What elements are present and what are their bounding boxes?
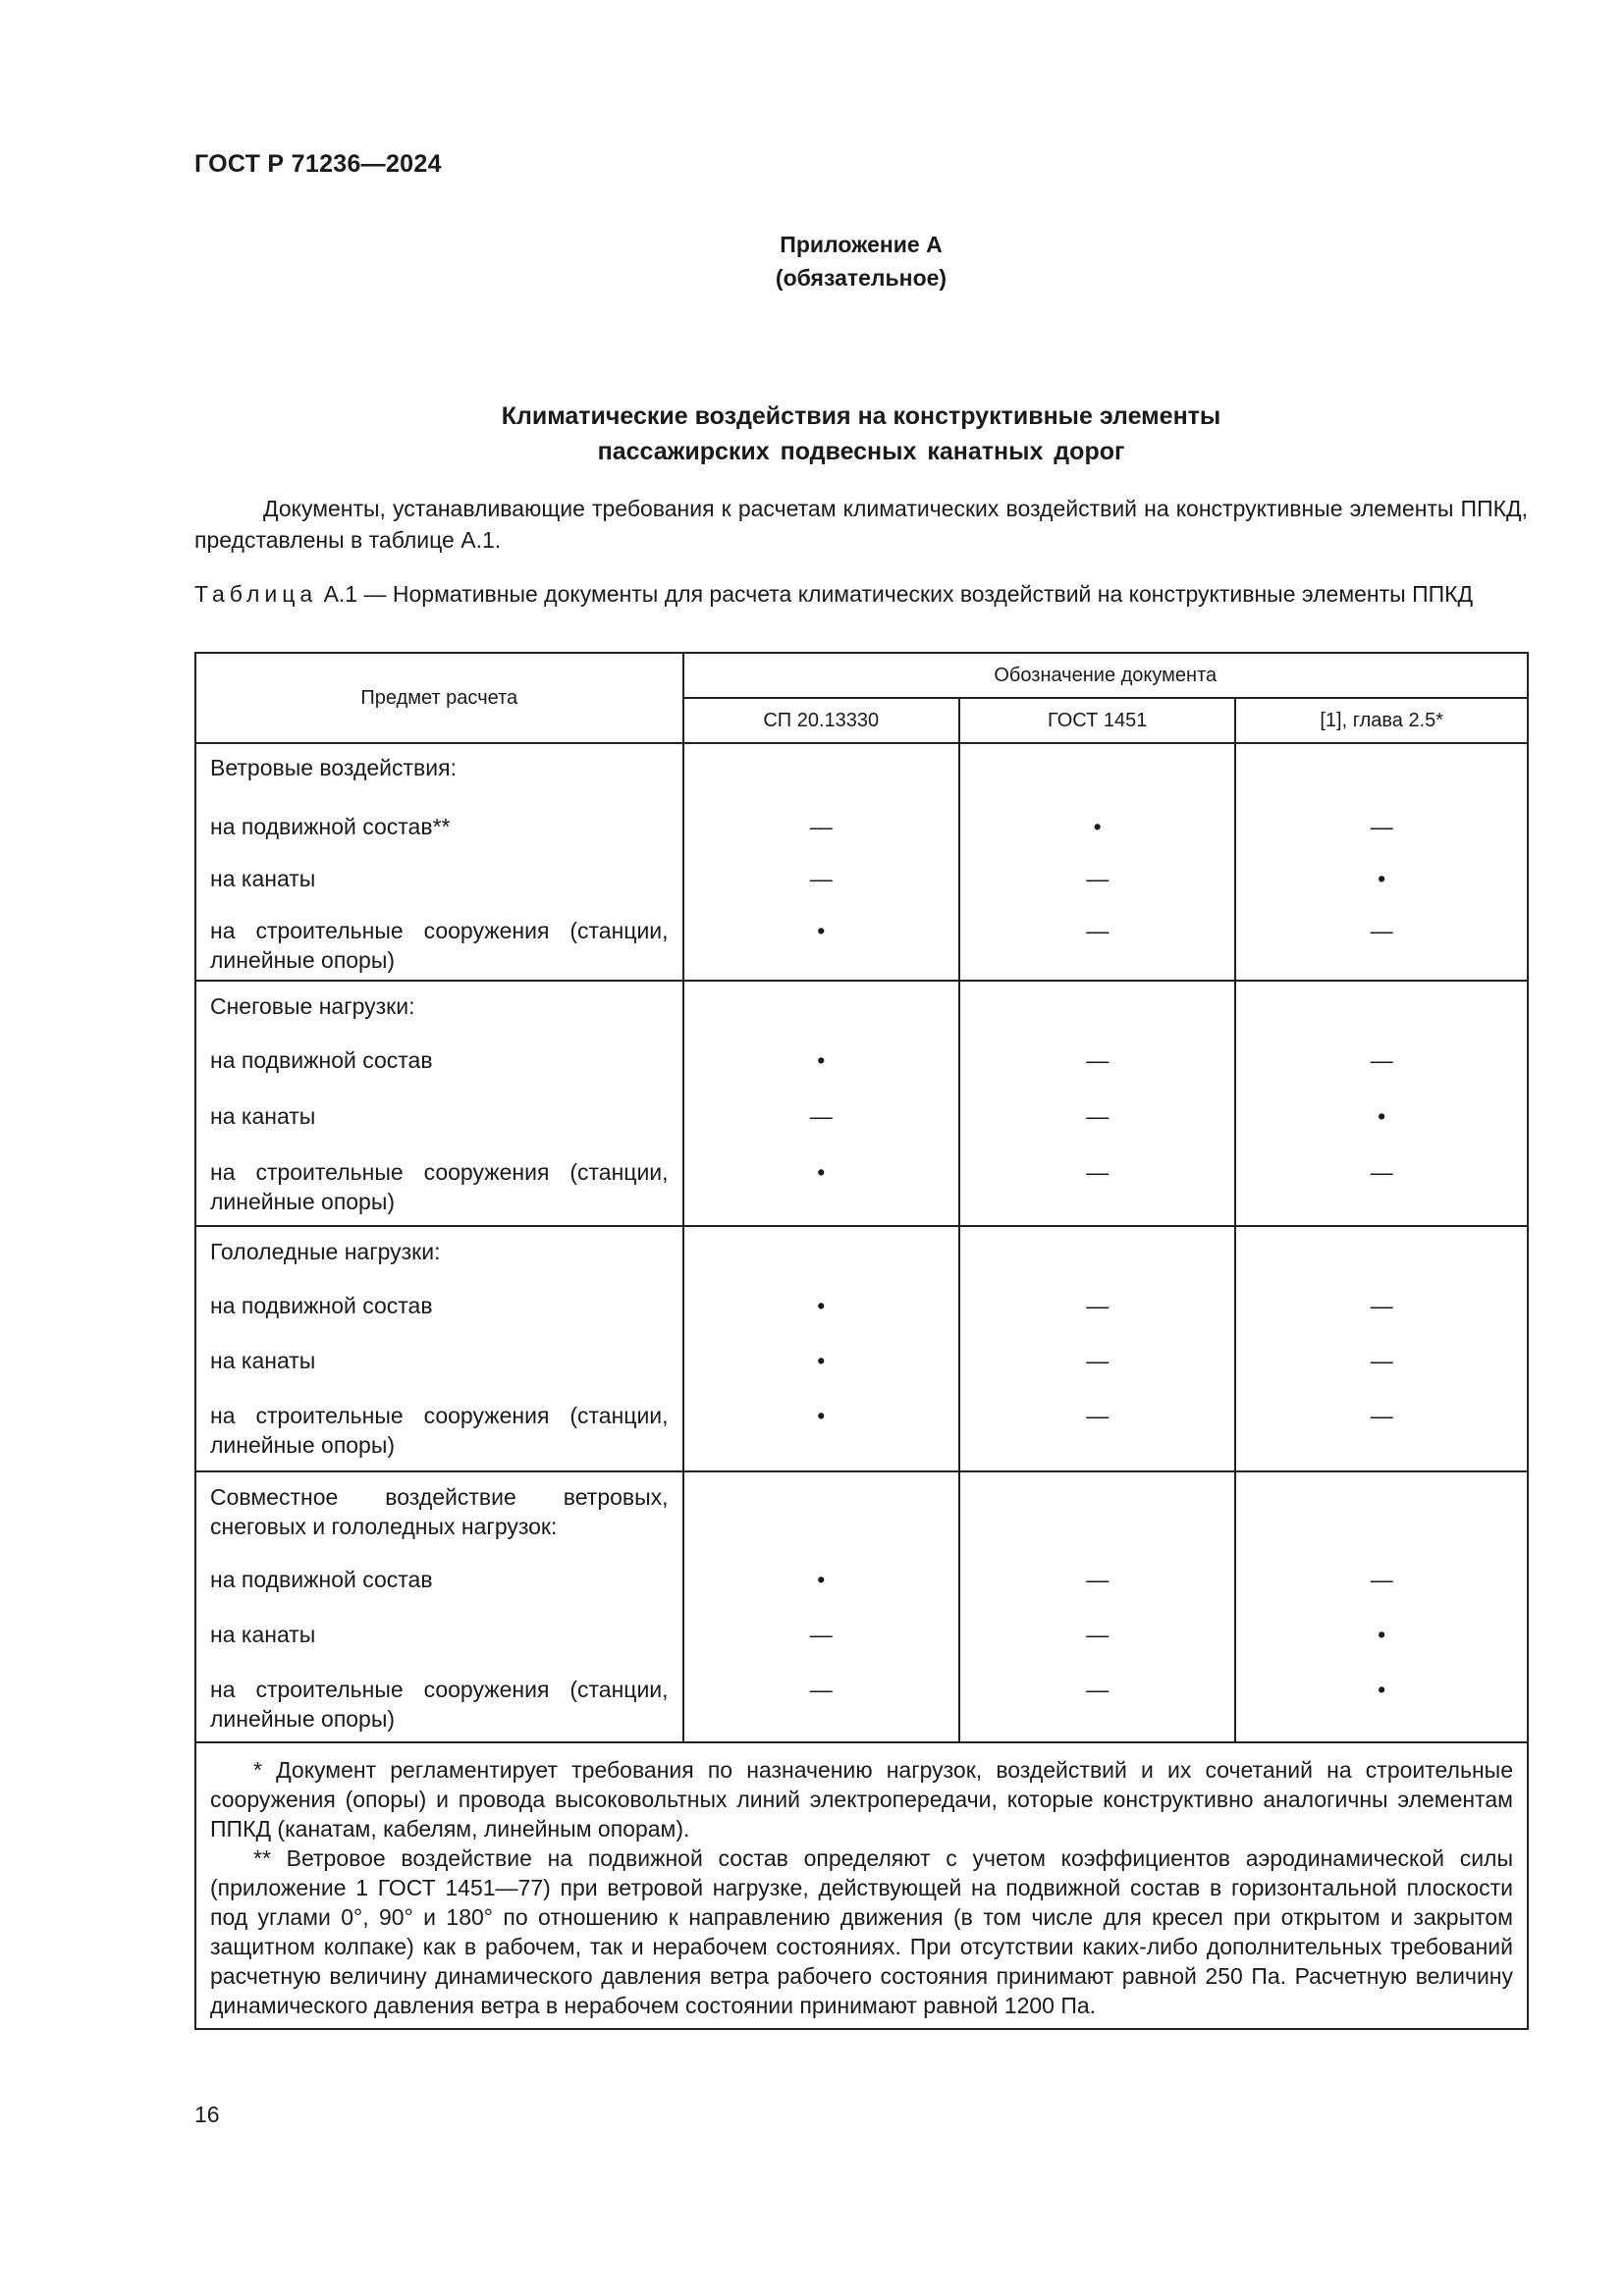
row-label: на канаты bbox=[210, 1103, 316, 1129]
mark: • bbox=[817, 1567, 826, 1592]
mark: — bbox=[1086, 1403, 1110, 1428]
mark: — bbox=[809, 866, 833, 891]
mark: • bbox=[817, 1159, 826, 1185]
group-col-ref bbox=[1235, 743, 1528, 981]
group-title: Ветровые воздействия: bbox=[210, 755, 457, 780]
mark: — bbox=[1086, 1677, 1110, 1702]
mark: — bbox=[1370, 1293, 1393, 1318]
mark: • bbox=[817, 918, 826, 943]
mark: — bbox=[1370, 1403, 1393, 1428]
table-group-wind bbox=[195, 743, 1528, 981]
header-subject: Предмет расчета bbox=[195, 653, 683, 743]
appendix-status: (обязательное) bbox=[775, 265, 947, 291]
row-label: на канаты bbox=[210, 1348, 316, 1373]
group-col-ref bbox=[1235, 981, 1528, 1226]
mark: — bbox=[809, 1622, 833, 1647]
group-subject-cell bbox=[195, 743, 683, 981]
row-label: на подвижной состав bbox=[210, 1293, 433, 1318]
mark: — bbox=[1086, 1047, 1110, 1073]
mark: — bbox=[1370, 918, 1393, 943]
group-col-gost bbox=[959, 1226, 1235, 1471]
mark: • bbox=[1378, 1622, 1386, 1647]
group-col-sp bbox=[683, 981, 959, 1226]
header-col-gost: ГОСТ 1451 bbox=[959, 698, 1235, 743]
section-title-line1: Климатические воздействия на конструктивные элементы bbox=[501, 402, 1221, 430]
header-col-sp: СП 20.13330 bbox=[683, 698, 959, 743]
row-label: на подвижной состав bbox=[210, 1567, 433, 1592]
group-col-gost bbox=[959, 743, 1235, 981]
mark: — bbox=[1370, 1159, 1393, 1185]
table-caption-text: А.1 — Нормативные документы для расчета климатических воздействий на конструктивные элементы ППКД bbox=[317, 581, 1474, 607]
group-col-gost bbox=[959, 1471, 1235, 1742]
mark: — bbox=[1370, 814, 1393, 839]
row-label: на канаты bbox=[210, 1622, 316, 1647]
table-notes bbox=[195, 1742, 1528, 2029]
documents-table bbox=[194, 652, 1529, 2030]
table-group-ice bbox=[195, 1226, 1528, 1471]
mark: — bbox=[1086, 1622, 1110, 1647]
row-label: на строительные сооружения (станции, линейные опоры) bbox=[210, 1677, 669, 1732]
mark: • bbox=[1378, 1677, 1386, 1702]
mark: — bbox=[1086, 918, 1110, 943]
section-title-line2: пассажирских подвесных канатных дорог bbox=[597, 438, 1125, 465]
header-col-ref: [1], глава 2.5* bbox=[1235, 698, 1528, 743]
mark: • bbox=[1378, 866, 1386, 891]
table-caption-prefix: Таблица bbox=[194, 581, 318, 607]
group-col-sp bbox=[683, 1226, 959, 1471]
row-label: на строительные сооружения (станции, линейные опоры) bbox=[210, 1159, 669, 1214]
group-col-ref bbox=[1235, 1226, 1528, 1471]
mark: — bbox=[1370, 1047, 1393, 1073]
table-group-combined bbox=[195, 1471, 1528, 1742]
group-col-sp bbox=[683, 1471, 959, 1742]
group-col-ref bbox=[1235, 1471, 1528, 1742]
row-label: на канаты bbox=[210, 866, 316, 891]
group-title: Гололедные нагрузки: bbox=[210, 1239, 441, 1264]
appendix-title: Приложение А bbox=[780, 232, 943, 257]
mark: — bbox=[1086, 1567, 1110, 1592]
mark: — bbox=[1086, 1348, 1110, 1373]
group-subject-cell bbox=[195, 1226, 683, 1471]
mark: — bbox=[1086, 1159, 1110, 1185]
table-caption bbox=[194, 578, 1528, 610]
note-2: ** Ветровое воздействие на подвижной состав определяют с учетом коэффициентов аэродинамической силы (приложение 1 ГОСТ 1451—77) при ветровой нагрузке, действующей на подвижной состав в горизонтальной плоскости под углами 0°, 90° и 180° по отношению к направлению движения (в том числе для кресел при открытом и закрытом защитном колпаке) как в рабочем, так и нерабочем состояниях. При отсутствии каких-либо дополнительных требований расчетную величину динамического давления ветра рабочего состояния принимают равной 250 Па. Расчетную величину динамического давления ветра в нерабочем состоянии принимают равной 1200 Па. bbox=[210, 1845, 1513, 2018]
group-title: Снеговые нагрузки: bbox=[210, 993, 415, 1019]
mark: • bbox=[817, 1047, 826, 1073]
mark: — bbox=[1086, 1103, 1110, 1129]
mark: • bbox=[1378, 1103, 1386, 1129]
table-notes-row bbox=[195, 1742, 1528, 2029]
group-subject-cell bbox=[195, 981, 683, 1226]
appendix-heading bbox=[194, 228, 1528, 294]
mark: — bbox=[1370, 1567, 1393, 1592]
document-id: ГОСТ Р 71236—2024 bbox=[194, 150, 442, 178]
note-1: * Документ регламентирует требования по назначению нагрузок, воздействий и их сочетаний на строительные сооружения (опоры) и провода высоковольтных линий электропередачи, которые конструктивно аналогичны элементам ППКД (канатам, кабелям, линейным опорам). bbox=[210, 1757, 1513, 1842]
row-label: на строительные сооружения (станции, линейные опоры) bbox=[210, 918, 669, 973]
section-title bbox=[194, 399, 1528, 469]
row-label: на подвижной состав** bbox=[210, 814, 451, 839]
table-group-snow bbox=[195, 981, 1528, 1226]
row-label: на подвижной состав bbox=[210, 1047, 433, 1073]
group-col-gost bbox=[959, 981, 1235, 1226]
mark: — bbox=[809, 1677, 833, 1702]
mark: — bbox=[1086, 866, 1110, 891]
mark: • bbox=[817, 1293, 826, 1318]
mark: — bbox=[1370, 1348, 1393, 1373]
mark: — bbox=[809, 814, 833, 839]
mark: • bbox=[1093, 814, 1102, 839]
intro-paragraph: Документы, устанавливающие требования к расчетам климатических воздействий на конструктивные элементы ППКД, представлены в таблице А.1. bbox=[194, 496, 1528, 553]
row-label: на строительные сооружения (станции, линейные опоры) bbox=[210, 1403, 669, 1458]
group-col-sp bbox=[683, 743, 959, 981]
mark: • bbox=[817, 1403, 826, 1428]
mark: — bbox=[1086, 1293, 1110, 1318]
header-document-group: Обозначение документа bbox=[683, 653, 1528, 698]
page-number: 16 bbox=[194, 2102, 220, 2127]
mark: — bbox=[809, 1103, 833, 1129]
mark: • bbox=[817, 1348, 826, 1373]
group-title: Совместное воздействие ветровых, снеговых и гололедных нагрузок: bbox=[210, 1484, 669, 1539]
group-subject-cell bbox=[195, 1471, 683, 1742]
